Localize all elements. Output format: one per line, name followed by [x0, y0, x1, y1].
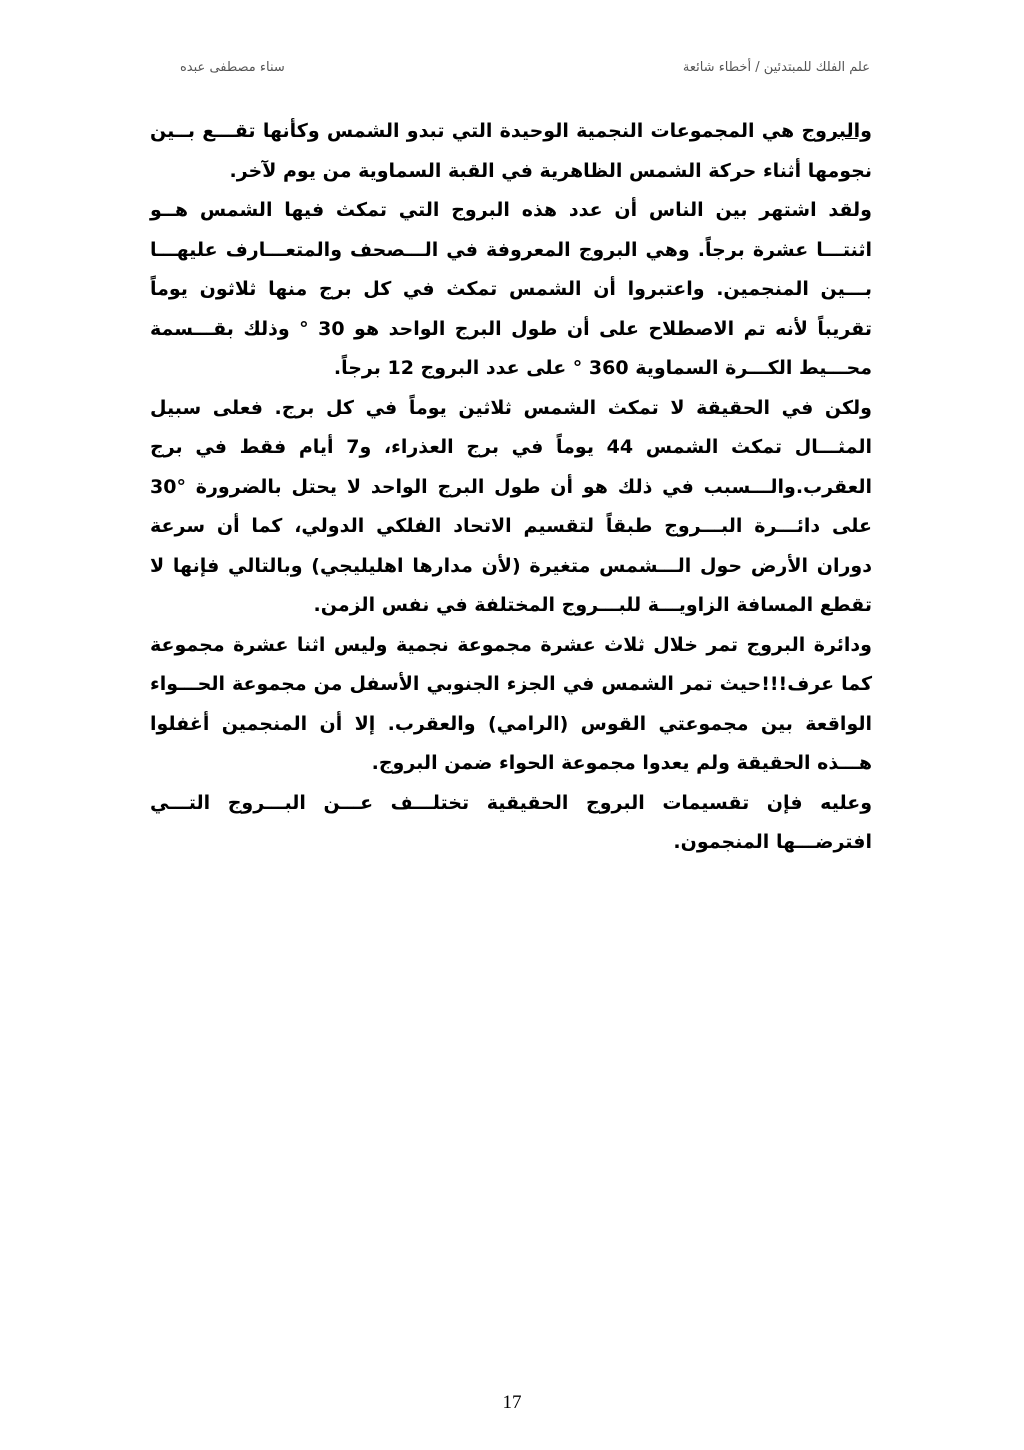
body-text [150, 112, 872, 863]
page-number: 17 [502, 1392, 522, 1413]
paragraph: ودائرة البروج تمر خلال ثلاث عشرة مجموعة نجمية وليس اثنا عشرة مجموعة كما عرف!!!حيث تمر الشمس في الجزء الجنوبي الأسفل من مجموعة الحـــواء الواقعة بين مجموعتي القوس (الرامي) والعقرب. إلا أن المنجمين أغفلوا هـــذه الحقيقة ولم يعدوا مجموعة الحواء ضمن البروج. [150, 633, 872, 774]
paragraph: وعليه فإن تقسيمات البروج الحقيقية تختلـــف عـــن البـــروج التـــي افترضـــها المنجمون. [150, 791, 872, 853]
header-author: سناء مصطفى عبده [180, 60, 285, 75]
page-header [150, 60, 870, 82]
paragraph-text: هي المجموعات النجمية الوحيدة التي تبدو الشمس وكأنها تقـــع بــين نجومها أثناء حركة الشمس الظاهرية في القبة السماوية من يوم لآخر. [150, 120, 872, 182]
paragraph [150, 112, 872, 191]
header-title: علم الفلك للمبتدئين / أخطاء شائعة [682, 60, 870, 75]
paragraph: ولقد اشتهر بين الناس أن عدد هذه البروج التي تمكث فيها الشمس هــو اثنتـــا عشرة برجاً. وهي البروج المعروفة في الـــصحف والمتعـــارف عليهـــا بـــين المنجمين. واعتبروا أن الشمس تمكث في كل برج منها ثلاثون يوماً تقريباً لأنه تم الاصطلاح على أن طول البرج الواحد هو 30 ° وذلك بقـــسمة محـــيط الكـــرة السماوية 360 ° على عدد البروج 12 برجاً. [150, 199, 872, 379]
keyword-underlined: والبروج [801, 120, 872, 142]
paragraph: ولكن في الحقيقة لا تمكث الشمس ثلاثين يوماً في كل برج. فعلى سبيل المثـــال تمكث الشمس 44 يوماً في برج العذراء، و7 أيام فقط في برج العقرب.والـــسبب في ذلك هو أن طول البرج الواحد لا يحتل بالضرورة °30 على دائـــرة البـــروج طبقاً لتقسيم الاتحاد الفلكي الدولي، كما أن سرعة دوران الأرض حول الـــشمس متغيرة (لأن مدارها اهليليجي) وبالتالي فإنها لا تقطع المسافة الزاويـــة للبـــروج المختلفة في نفس الزمن. [150, 396, 872, 616]
